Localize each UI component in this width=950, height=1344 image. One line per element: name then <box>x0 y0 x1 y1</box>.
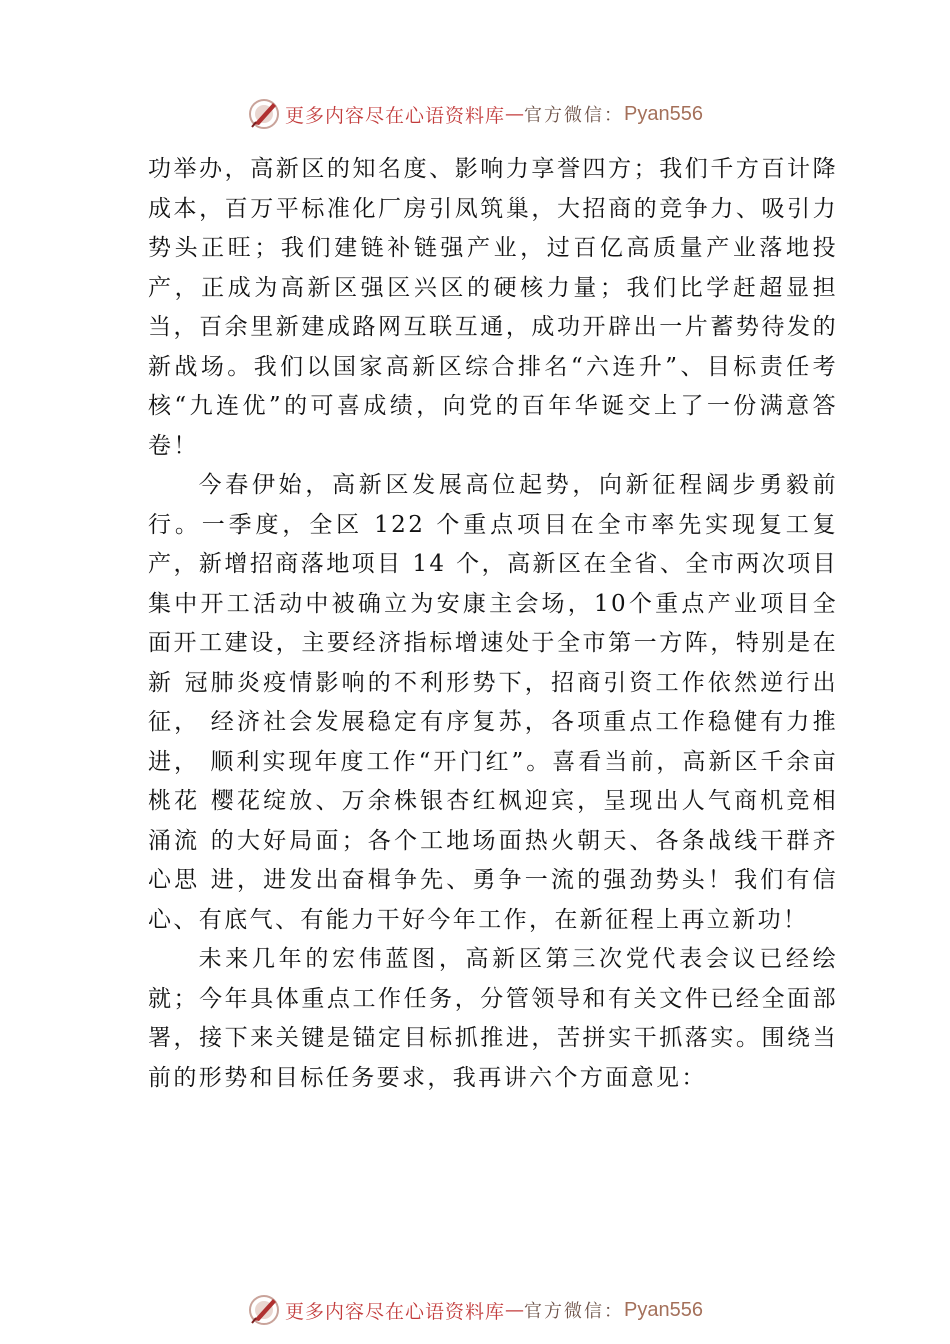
paragraph-1: 功举办，高新区的知名度、影响力享誉四方；我们千方百计降成本，百万平标准化厂房引凤筑巢，大招商的竞争力、吸引力势头正旺；我们建链补链强产业，过百亿高质量产业落地投产，正成为高新区强区兴区的硬核力量；我们比学赶超显担当，百余里新建成路网互联互通，成功开辟出一片蓄势待发的新战场。我们以国家高新区综合排名“六连升”、目标责任考核“九连优”的可喜成绩，向党的百年华诞交上了一份满意答卷！ <box>148 156 838 459</box>
footer-site-text: 更多内容尽在心语资料库 <box>285 1300 506 1323</box>
paragraph-3: 未来几年的宏伟蓝图，高新区第三次党代表会议已经绘就；今年具体重点工作任务，分管领导和有关文件已经全面部署，接下来关键是锚定目标抓推进，苦拼实干抓落实。围绕当前的形势和目标任务要求，我再讲六个方面意见： <box>148 946 838 1091</box>
footer-label: 官方微信： <box>524 1301 625 1322</box>
banner-separator: — <box>505 103 525 125</box>
feather-pen-logo-icon <box>247 97 281 131</box>
footer-separator: — <box>505 1299 525 1321</box>
header-banner <box>0 94 950 134</box>
feather-pen-logo-icon <box>247 1293 281 1327</box>
document-body <box>148 150 838 1098</box>
footer-banner <box>0 1290 950 1330</box>
banner-wechat-id: Pyan556 <box>624 102 703 125</box>
banner-site-text: 更多内容尽在心语资料库 <box>285 104 506 127</box>
banner-label: 官方微信： <box>524 105 625 126</box>
paragraph-2: 今春伊始，高新区发展高位起势，向新征程阔步勇毅前行。一季度，全区 122 个重点项目在全市率先实现复工复产，新增招商落地项目 14 个，高新区在全省、全市两次项目集中开工活动中被确立为安康主会场，10个重点产业项目全面开工建设，主要经济指标增速处于全市第一方阵，特别是在新 冠肺炎疫情影响的不利形势下，招商引资工作依然逆行出征， 经济社会发展稳定有序复苏，各项重点工作稳健有力推进， 顺利实现年度工作“开门红”。喜看当前，高新区千余亩桃花 樱花绽放、万余株银杏红枫迎宾，呈现出人气商机竞相涌流 的大好局面；各个工地场面热火朝天、各条战线干群齐心思 进，进发出奋楫争先、勇争一流的强劲势头！我们有信心、有底气、有能力干好今年工作，在新征程上再立新功！ <box>148 472 838 933</box>
footer-wechat-id: Pyan556 <box>624 1298 703 1321</box>
